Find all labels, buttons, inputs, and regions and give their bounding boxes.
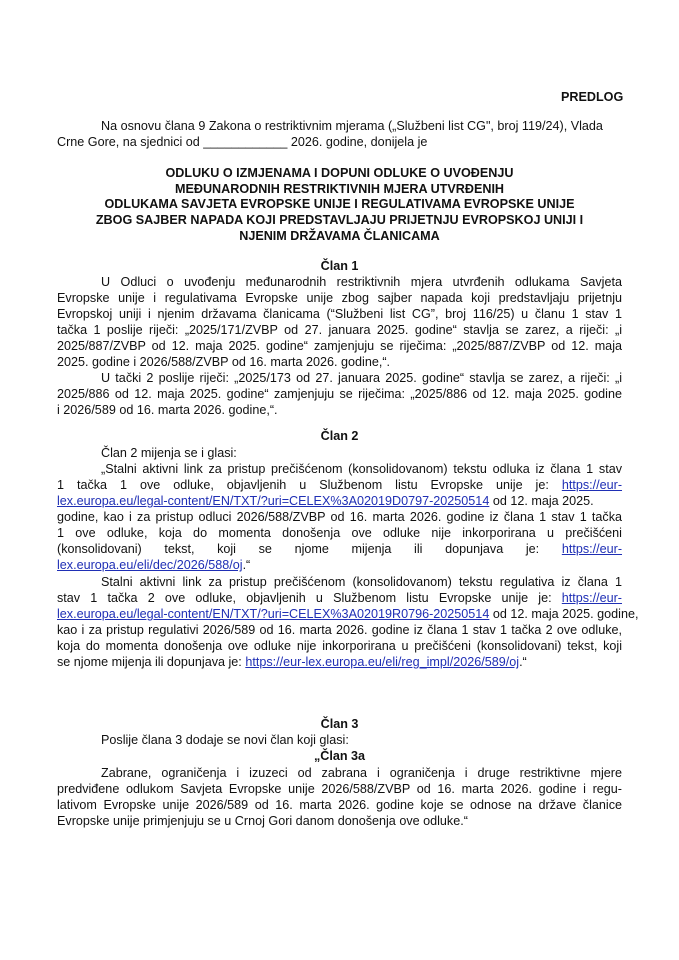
article-1-line: 2025/886 od 12. maja 2025. godine“ zamjenjuju se riječima: „2025/886 od 12. maja 2025. godine xyxy=(57,387,622,401)
article-1-line: 2025/887/ZVBP od 12. maja 2025. godine“ zamjenjuju se riječima: „2025/887/ZVBP od 12. maja xyxy=(57,339,622,353)
eur-lex-link[interactable]: https://eur- xyxy=(561,478,623,492)
preamble-line-1: Na osnovu člana 9 Zakona o restriktivnim mjerama („Službeni list CG", broj 119/24), Vlada xyxy=(101,119,603,133)
article-2-line: koja do momenta donošenja ove odluke nije inkorporirana u prečišćeni (konsolidovani) tekst, koji xyxy=(57,639,622,653)
article-1-line: i 2026/589 od 16. marta 2026. godine,“. xyxy=(57,403,278,417)
article-2-line: stav 1 tačka 2 ove odluke, objavljenih u Službenom listu Evropske unije je: https://eur- xyxy=(57,591,622,605)
article-2-heading: Član 2 xyxy=(320,429,359,443)
article-3a-heading: „Član 3a xyxy=(313,749,366,763)
article-3-line: predviđene odlukom Savjeta Evropske unije 2026/588/ZVBP od 16. marta 2026. godine i regu- xyxy=(57,782,622,796)
decision-title-line-5: NJENIM DRŽAVAMA ČLANICAMA xyxy=(239,229,440,243)
eur-lex-link[interactable]: lex.europa.eu/legal-content/EN/TXT/?uri=CELEX%3A02019D0797-20250514 xyxy=(57,494,490,508)
decision-title-line-4: ZBOG SAJBER NAPADA KOJI PREDSTAVLJAJU PRIJETNJU EVROPSKOJ UNIJI I xyxy=(95,213,584,227)
article-2-line: Stalni aktivni link za pristup prečišćenom (konsolidovanom) tekstu regulativa iz člana 1 xyxy=(101,575,622,589)
article-2-intro: Član 2 mijenja se i glasi: xyxy=(101,446,237,460)
decision-title-line-3: ODLUKAMA SAVJETA EVROPSKE UNIJE I REGULATIVAMA EVROPSKE UNIJE xyxy=(104,197,575,211)
article-2-line: godine, kao i za pristup odluci 2026/588/ZVBP od 16. marta 2026. godine iz člana 1 stav 1 tačka xyxy=(57,510,622,524)
eur-lex-link[interactable]: https://eur- xyxy=(561,542,623,556)
article-2-line: lex.europa.eu/legal-content/EN/TXT/?uri=CELEX%3A02019R0796-20250514 od 12. maja 2025. godine, xyxy=(57,607,639,621)
article-3-heading: Član 3 xyxy=(320,717,359,731)
article-2-line: se njome mijenja ili dopunjava je: https://eur-lex.europa.eu/eli/reg_impl/2026/589/oj.“ xyxy=(57,655,527,669)
article-3-line: Zabrane, ograničenja i izuzeci od zabrana i ograničenja i druge restriktivne mjere xyxy=(101,766,622,780)
eur-lex-link[interactable]: lex.europa.eu/legal-content/EN/TXT/?uri=CELEX%3A02019R0796-20250514 xyxy=(57,607,490,621)
decision-title-line-2: MEĐUNARODNIH RESTRIKTIVNIH MJERA UTVRĐENIH xyxy=(174,182,505,196)
article-1-heading: Član 1 xyxy=(320,259,359,273)
proposal-label: PREDLOG xyxy=(561,90,624,104)
article-1-line: Evropskoj uniji i njenim državama članicama (“Službeni list CG”, broj 116/25) u članu 1 stav 1 xyxy=(57,307,622,321)
eur-lex-link[interactable]: https://eur- xyxy=(561,591,622,605)
article-2-line: 1 ove odluke, koja do momenta donošenja ove odluke nije inkorporirana u prečišćeni xyxy=(57,526,622,540)
article-2-line: kao i za pristup regulativi 2026/589 od 16. marta 2026. godine iz člana 1 stav 1 tačka 2 ove odluke, xyxy=(57,623,622,637)
article-2-line: „Stalni aktivni link za pristup prečišćenom (konsolidovanom) tekstu odluka iz člana 1 stav xyxy=(101,462,622,476)
decision-title-line-1: ODLUKU O IZMJENAMA I DOPUNI ODLUKE O UVOĐENJU xyxy=(165,166,514,180)
article-1-line: U Odluci o uvođenju međunarodnih restriktivnih mjera utvrđenih odlukama Savjeta xyxy=(101,275,622,289)
article-1-line: tačka 1 poslije riječi: „2025/171/ZVBP od 27. januara 2025. godine“ stavlja se zarez, a riječi: „i xyxy=(57,323,622,337)
article-3-line: Evropske unije primjenjuju se u Crnoj Gori danom donošenja ove odluke.“ xyxy=(57,814,468,828)
article-2-line: (konsolidovani) tekst, koji se njome mijenja ili dopunjava je: https://eur- xyxy=(57,542,623,556)
article-1-line: Evropske unije i regulativama Evropske unije zbog sajber napada koji predstavljaju prijetnju xyxy=(57,291,622,305)
article-2-line: 1 tačka 1 ove odluke, objavljenih u Službenom listu Evropske unije je: https://eur- xyxy=(57,478,623,492)
eur-lex-link[interactable]: lex.europa.eu/eli/dec/2026/588/oj xyxy=(57,558,243,572)
article-3-line: lativom Evropske unije 2026/589 od 16. marta 2026. godine koje se odnose na države članice xyxy=(57,798,622,812)
article-2-line: lex.europa.eu/legal-content/EN/TXT/?uri=CELEX%3A02019D0797-20250514 od 12. maja 2025. xyxy=(57,494,594,508)
article-1-line: U tački 2 poslije riječi: „2025/173 od 27. januara 2025. godine“ stavlja se zarez, a riječi: „i xyxy=(101,371,622,385)
preamble-line-2: Crne Gore, na sjednici od ____________ 2026. godine, donijela je xyxy=(57,135,428,149)
article-2-line: lex.europa.eu/eli/dec/2026/588/oj.“ xyxy=(57,558,251,572)
article-1-line: 2025. godine i 2026/588/ZVBP od 16. marta 2026. godine,“. xyxy=(57,355,391,369)
article-3-intro: Poslije člana 3 dodaje se novi član koji glasi: xyxy=(101,733,349,747)
eur-lex-link[interactable]: https://eur-lex.europa.eu/eli/reg_impl/2026/589/oj xyxy=(245,655,520,669)
